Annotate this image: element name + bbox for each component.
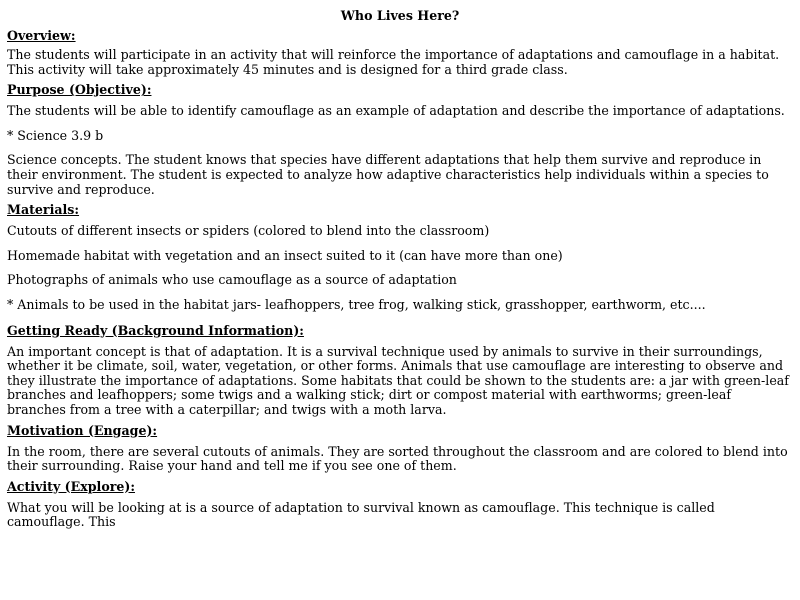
- purpose-text: The students will be able to identify camouflage as an example of adaptation and describe the importance of adaptations.: [7, 103, 785, 119]
- materials-item: Cutouts of different insects or spiders (colored to blend into the classroom): [7, 223, 490, 239]
- motivation-text: In the room, there are several cutouts of animals. They are sorted throughout the classroom and are colored to blend into their surrounding. Raise your hand and tell me if you see one of them.: [7, 443, 788, 474]
- materials-item: Photographs of animals who use camouflage as a source of adaptation: [7, 272, 457, 288]
- purpose-standard: * Science 3.9 b: [7, 127, 104, 143]
- motivation-heading: Motivation (Engage):: [7, 422, 158, 438]
- materials-heading: Materials:: [7, 202, 80, 218]
- materials-item: Homemade habitat with vegetation and an insect suited to it (can have more than one): [7, 247, 563, 263]
- getting-ready-heading: Getting Ready (Background Information):: [7, 322, 304, 338]
- page-title: Who Lives Here?: [340, 8, 460, 23]
- getting-ready-text: An important concept is that of adaptation. It is a survival technique used by animals to survive in their surroundings, whether it be climate, soil, water, vegetation, or other forms. Animals that use camouflage are interesting to observe and they illustrate the importance of adaptations. Some habitats that could be shown to the students are: a jar with green-leaf branches and leafhoppers; some twigs and a walking stick; dirt or compost material with earthworms; green-leaf branches from a tree with a caterpillar; and twigs with a moth larva.: [7, 343, 789, 417]
- overview-text: The students will participate in an activity that will reinforce the importance of adaptations and camouflage in a habitat. This activity will take approximately 45 minutes and is designed for a third grade class.: [7, 47, 780, 77]
- activity-heading: Activity (Explore):: [7, 478, 135, 494]
- document-page: [7, 0, 793, 530]
- purpose-concepts: Science concepts. The student knows that species have different adaptations that help them survive and reproduce in their environment. The student is expected to analyze how adaptive characteristics help individuals within a species to survive and reproduce.: [7, 152, 769, 197]
- activity-text: What you will be looking at is a source of adaptation to survival known as camouflage. This technique is called camouflage. This: [7, 499, 715, 530]
- materials-item: * Animals to be used in the habitat jars- leafhoppers, tree frog, walking stick, grasshopper, earthworm, etc....: [7, 296, 706, 312]
- overview-heading: Overview:: [7, 28, 76, 43]
- purpose-heading: Purpose (Objective):: [7, 82, 152, 98]
